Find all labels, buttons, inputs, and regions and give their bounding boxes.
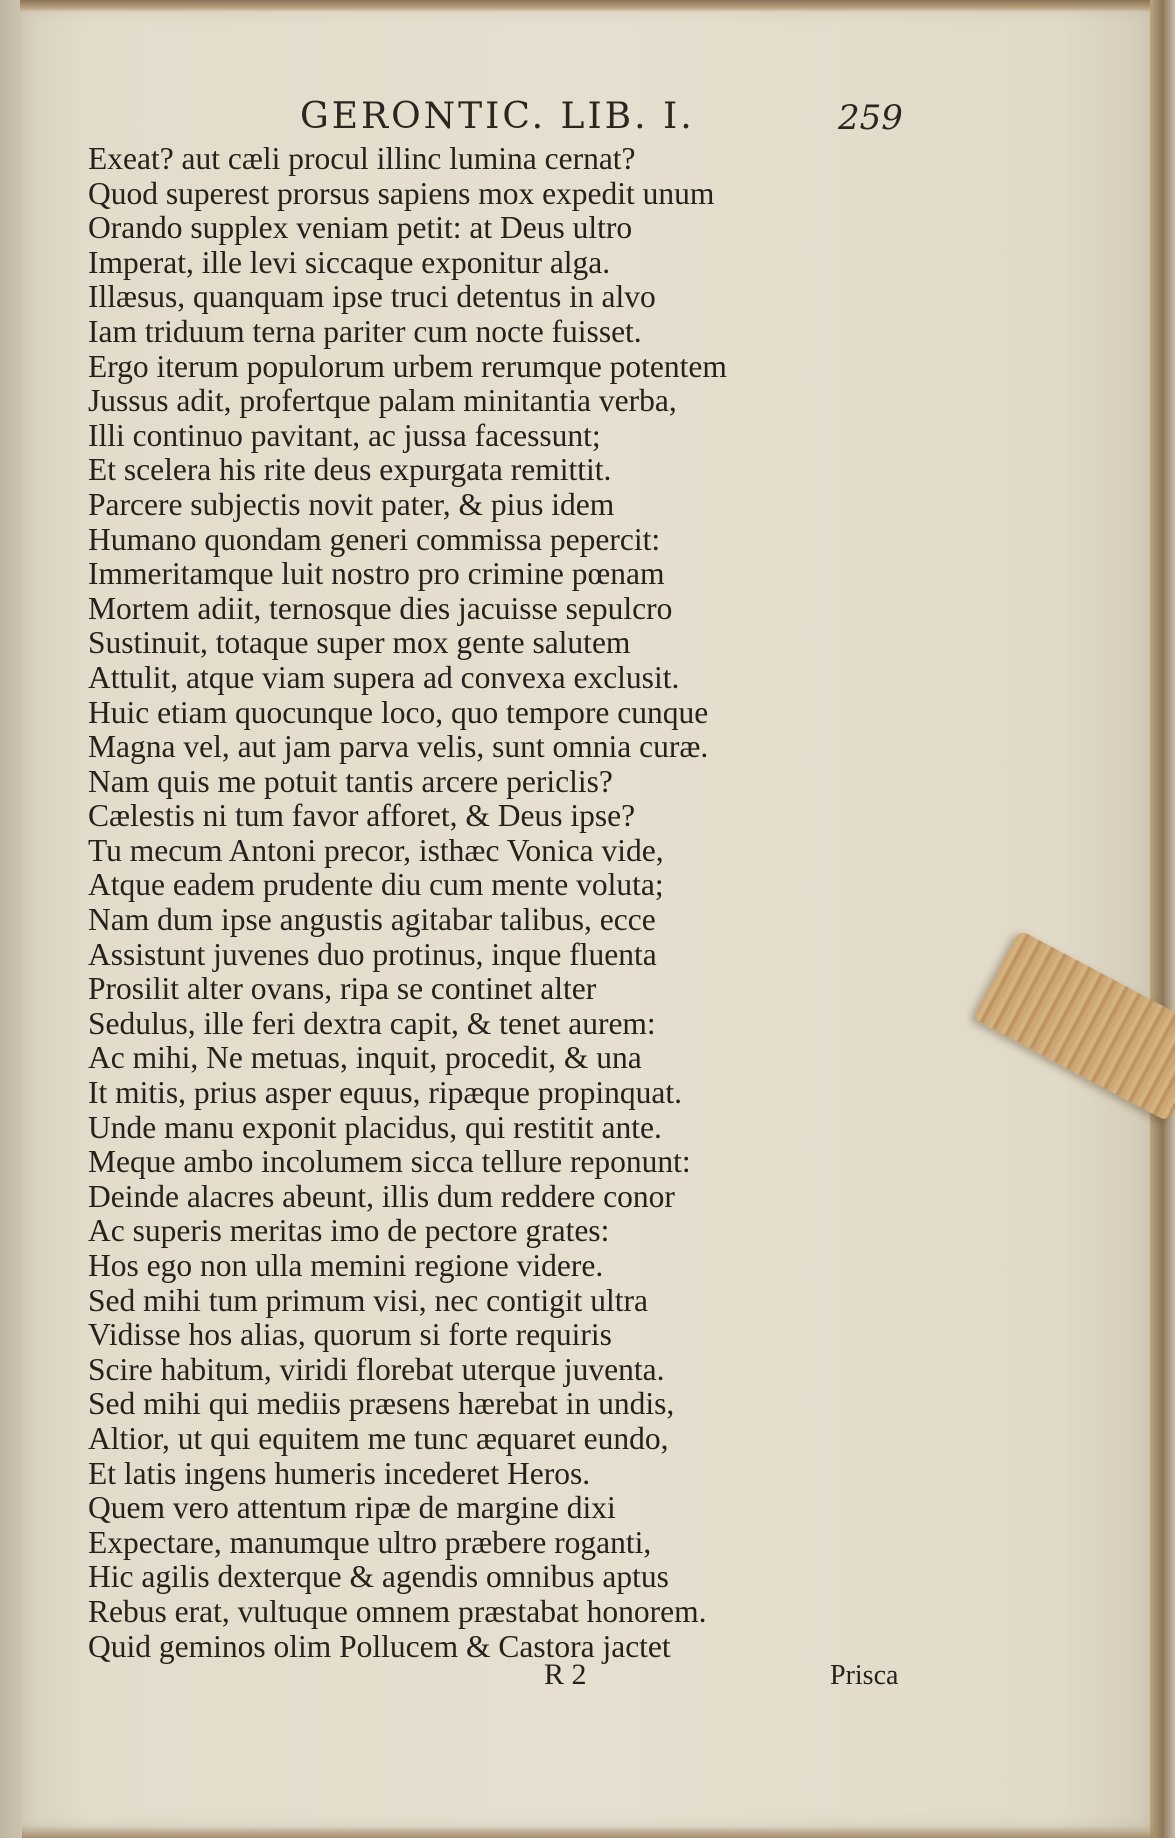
verse-line: Unde manu exponit placidus, qui restitit ante. bbox=[88, 1109, 662, 1145]
verse-line: Iam triduum terna pariter cum nocte fuisset. bbox=[88, 313, 642, 349]
page-number: 259 bbox=[838, 98, 903, 138]
verse-line: Nam quis me potuit tantis arcere periclis? bbox=[88, 763, 613, 799]
verse-line: Jussus adit, profertque palam minitantia verba, bbox=[88, 383, 677, 419]
verse-line: Sustinuit, totaque super mox gente salutem bbox=[88, 625, 631, 661]
verse-line: Et latis ingens humeris incederet Heros. bbox=[88, 1455, 591, 1491]
verse-line: Ac superis meritas imo de pectore grates: bbox=[88, 1213, 610, 1249]
top-binding-edge bbox=[20, 0, 1155, 12]
verse-line: Quod superest prorsus sapiens mox expedit unum bbox=[88, 175, 715, 211]
verse-line: Orando supplex veniam petit: at Deus ultro bbox=[88, 210, 633, 246]
left-page-edge bbox=[0, 0, 24, 1838]
verse-line: Attulit, atque viam supera ad convexa exclusit. bbox=[88, 659, 680, 695]
running-head: GERONTIC. LIB. I. bbox=[300, 96, 695, 137]
verse-line: Tu mecum Antoni precor, isthæc Vonica vide, bbox=[88, 832, 664, 868]
verse-line: Rebus erat, vultuque omnem præstabat honorem. bbox=[88, 1593, 707, 1629]
verse-line: Cælestis ni tum favor afforet, & Deus ipse? bbox=[88, 798, 636, 834]
verse-line: Nam dum ipse angustis agitabar talibus, ecce bbox=[88, 902, 656, 938]
verse-line: Illæsus, quanquam ipse truci detentus in alvo bbox=[88, 279, 656, 315]
verse-line: Atque eadem prudente diu cum mente voluta; bbox=[88, 867, 664, 903]
verse-line: Parcere subjectis novit pater, & pius idem bbox=[88, 486, 615, 522]
signature-mark: R 2 bbox=[544, 1658, 587, 1691]
verse-line: Hic agilis dexterque & agendis omnibus aptus bbox=[88, 1559, 669, 1595]
verse-line: Huic etiam quocunque loco, quo tempore cunque bbox=[88, 694, 709, 730]
verse-line: Expectare, manumque ultro præbere roganti, bbox=[88, 1524, 652, 1560]
verse-line: Prosilit alter ovans, ripa se continet alter bbox=[88, 971, 597, 1007]
verse-line: Hos ego non ulla memini regione videre. bbox=[88, 1248, 604, 1283]
verse-line: Meque ambo incolumem sicca tellure reponunt: bbox=[88, 1144, 691, 1180]
verse-line: Assistunt juvenes duo protinus, inque fluenta bbox=[88, 936, 657, 972]
verse-line: Immeritamque luit nostro pro crimine pœnam bbox=[88, 556, 665, 592]
verse-line: Mortem adiit, ternosque dies jacuisse sepulcro bbox=[88, 590, 673, 626]
verse-line: Illi continuo pavitant, ac jussa facessunt; bbox=[88, 417, 601, 453]
verse-line: Quid geminos olim Pollucem & Castora jactet bbox=[88, 1628, 671, 1664]
verse-line: Imperat, ille levi siccaque exponitur alga. bbox=[88, 244, 611, 280]
verse-line: Ergo iterum populorum urbem rerumque potentem bbox=[88, 348, 727, 384]
verse-line: Ac mihi, Ne metuas, inquit, procedit, & una bbox=[88, 1040, 642, 1076]
verse-line: Sedulus, ille feri dextra capit, & tenet aurem: bbox=[88, 1005, 656, 1041]
verse-line: Sed mihi qui mediis præsens hærebat in undis, bbox=[88, 1386, 675, 1422]
verse-line: Sed mihi tum primum visi, nec contigit ultra bbox=[88, 1282, 648, 1318]
verse-line: Vidisse hos alias, quorum si forte requiris bbox=[88, 1317, 612, 1353]
catchword: Prisca bbox=[830, 1660, 899, 1691]
right-page-edge bbox=[1150, 0, 1175, 1838]
verse-line: Scire habitum, viridi florebat uterque juventa. bbox=[88, 1351, 665, 1387]
verse-line: Quem vero attentum ripæ de margine dixi bbox=[88, 1490, 616, 1526]
bottom-page-edge bbox=[22, 1826, 1157, 1838]
verse-line: Deinde alacres abeunt, illis dum reddere conor bbox=[88, 1178, 675, 1214]
verse-line: Altior, ut qui equitem me tunc æquaret eundo, bbox=[88, 1420, 669, 1456]
verse-line: Exeat? aut cæli procul illinc lumina cernat? bbox=[88, 141, 636, 176]
verse-line: Magna vel, aut jam parva velis, sunt omnia curæ. bbox=[88, 729, 709, 765]
verse-line: Et scelera his rite deus expurgata remittit. bbox=[88, 452, 612, 488]
verse-line: Humano quondam generi commissa pepercit: bbox=[88, 521, 661, 557]
verse-line: It mitis, prius asper equus, ripæque propinquat. bbox=[88, 1075, 683, 1111]
verse-text bbox=[88, 142, 727, 1664]
